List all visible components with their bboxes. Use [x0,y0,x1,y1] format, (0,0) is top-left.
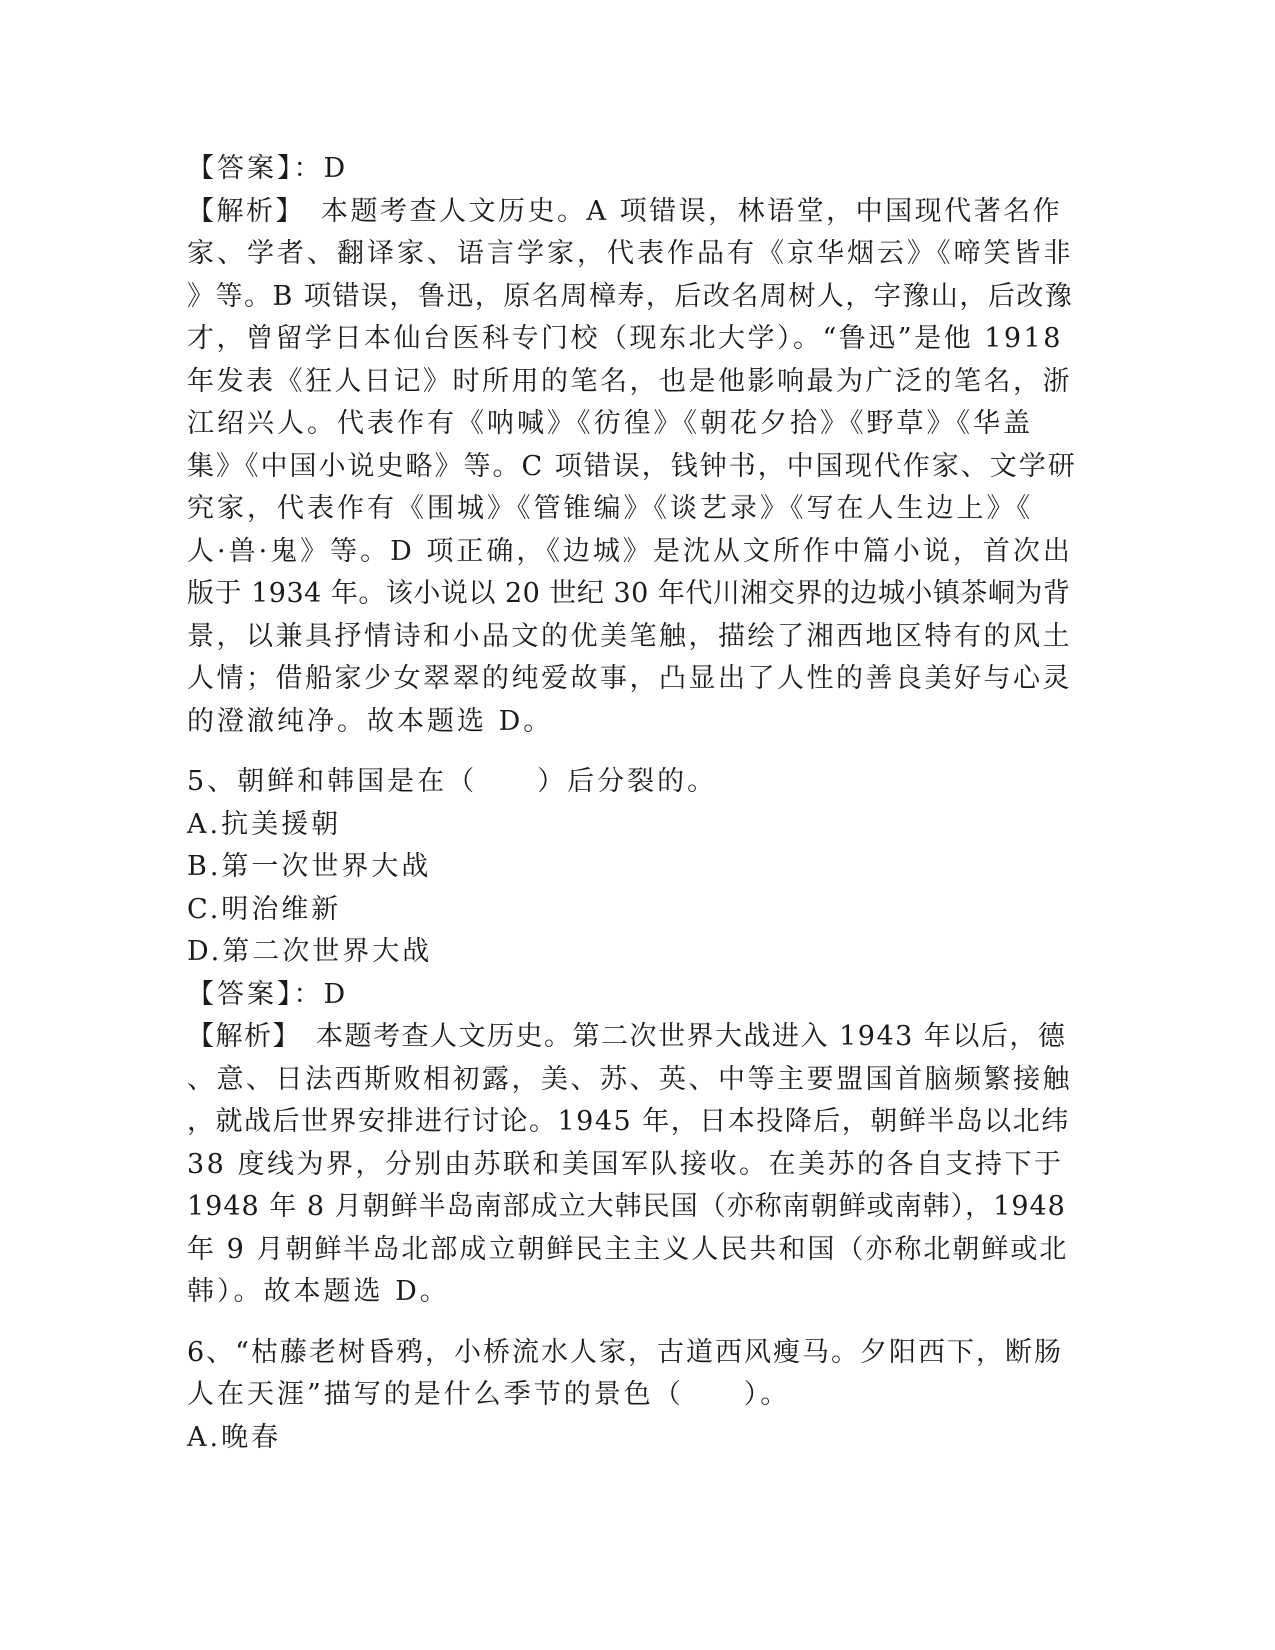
document-body [187,148,1077,1459]
question-block [187,1332,1077,1417]
options-block [187,1417,1077,1460]
analysis-line: 才，曾留学日本仙台医科专门校（现东北大学）。“鲁迅”是他 1918 [187,323,1063,354]
paragraph-gap [187,1314,1077,1332]
analysis-line: 38 度线为界，分别由苏联和美国军队接收。在美苏的各自支持下于 [187,1148,1064,1180]
question-line: 6、“枯藤老树昏鸦，小桥流水人家，古道西风瘦马。夕阳西下，断肠 [187,1336,1063,1368]
analysis-line: 究家，代表作有《围城》《管锥编》《谈艺录》《写在人生边上》《 [187,493,1033,524]
analysis-line: 韩）。故本题选 D。 [187,1276,450,1307]
paragraph-gap [187,743,1077,761]
analysis-line: 、意、日法西斯败相初露，美、苏、英、中等主要盟国首脑频繁接触 [187,1063,1072,1095]
analysis-line: ，就战后世界安排进行讨论。1945 年，日本投降后，朝鲜半岛以北纬 [187,1106,1070,1137]
options-block [187,804,1077,974]
analysis-line: 1948 年 8 月朝鲜半岛南部成立大韩民国（亦称南朝鲜或南韩），1948 [187,1191,1066,1222]
analysis-line: 人情；借船家少女翠翠的纯爱故事，凸显出了人性的善良美好与心灵 [187,663,1072,694]
option-item: B.第一次世界大战 [187,851,432,882]
analysis-line: 景，以兼具抒情诗和小品文的优美笔触，描绘了湘西地区特有的风土 [187,620,1072,652]
answer-line: 【答案】：D [187,153,349,184]
option-item: C.明治维新 [187,893,342,925]
analysis-block [187,191,1077,744]
option-item: A.抗美援朝 [187,808,342,840]
question-line: 5、朝鲜和韩国是在（ ）后分裂的。 [187,766,718,797]
analysis-line: 版于 1934 年。该小说以 20 世纪 30 年代川湘交界的边城小镇茶峒为背 [187,578,1071,609]
analysis-line: 人·兽·鬼》等。D 项正确，《边城》是沈从文所作中篇小说，首次出 [187,535,1073,567]
option-item: D.第二次世界大战 [187,936,433,967]
answer-block [187,148,1077,191]
question-line: 人在天涯”描写的是什么季节的景色（ ）。 [187,1379,791,1410]
analysis-line: 集》《中国小说史略》等。C 项错误，钱钟书，中国现代作家、文学研 [187,450,1077,482]
analysis-line: 》等。B 项错误，鲁迅，原名周樟寿，后改名周树人，字豫山，后改豫 [187,280,1074,312]
analysis-line: 的澄澈纯净。故本题选 D。 [187,705,554,737]
option-item: A.晚春 [187,1421,282,1453]
analysis-block [187,1016,1077,1314]
analysis-line: 【解析】 本题考查人文历史。第二次世界大战进入 1943 年以后，德 [187,1021,1067,1052]
analysis-line: 江绍兴人。代表作有《呐喊》《彷徨》《朝花夕拾》《野草》《华盖 [187,408,1033,439]
analysis-line: 【解析】 本题考查人文历史。A 项错误，林语堂，中国现代著名作 [187,195,1063,227]
question-block [187,761,1077,804]
analysis-line: 年 9 月朝鲜半岛北部成立朝鲜民主主义人民共和国（亦称北朝鲜或北 [187,1233,1069,1265]
analysis-line: 家、学者、翻译家、语言学家，代表作品有《京华烟云》《啼笑皆非 [187,238,1074,269]
answer-block [187,974,1077,1017]
answer-line: 【答案】：D [187,978,349,1010]
analysis-line: 年发表《狂人日记》时所用的笔名，也是他影响最为广泛的笔名，浙 [187,365,1072,397]
